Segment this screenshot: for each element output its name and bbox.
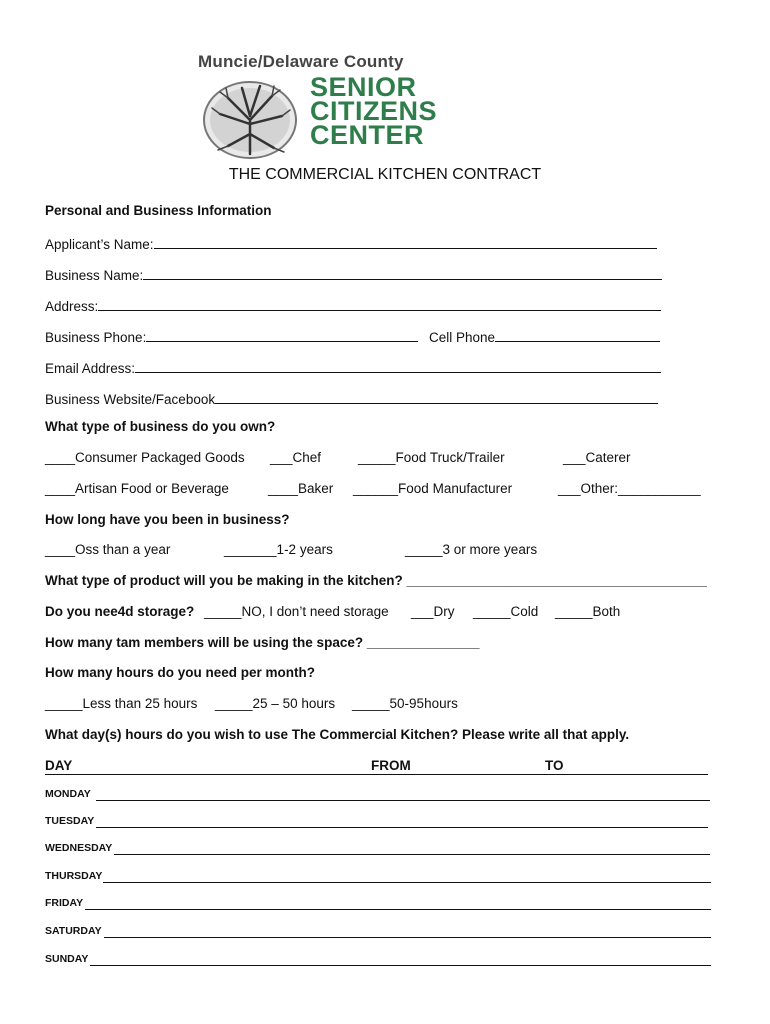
business-type-question: What type of business do you own? — [45, 419, 276, 434]
day-label: MONDAY — [45, 788, 91, 800]
option-consumer-packaged-goods[interactable]: ____Consumer Packaged Goods — [45, 450, 245, 465]
option-1-2-years[interactable]: _______1-2 years — [224, 542, 333, 557]
email-line[interactable] — [135, 358, 661, 373]
option-caterer[interactable]: ___Caterer — [563, 450, 631, 465]
logo-senior-text: SENIOR — [310, 72, 417, 102]
hours-question: How many hours do you need per month? — [45, 665, 316, 680]
day-row-thursday[interactable] — [45, 870, 711, 882]
day-row-friday[interactable] — [45, 897, 711, 909]
day-line[interactable] — [96, 815, 708, 828]
day-row-tuesday[interactable] — [45, 815, 708, 827]
option-dry[interactable]: ___Dry — [411, 604, 455, 619]
day-row-saturday[interactable] — [45, 925, 711, 937]
website-label: Business Website/Facebook — [45, 392, 216, 407]
applicant-name-field[interactable] — [45, 234, 657, 252]
email-field[interactable] — [45, 358, 661, 376]
day-line[interactable] — [96, 788, 710, 801]
address-field[interactable] — [45, 296, 661, 314]
day-label: THURSDAY — [45, 870, 103, 882]
day-row-monday[interactable] — [45, 788, 710, 800]
option-no-storage[interactable]: _____NO, I don’t need storage — [204, 604, 389, 619]
option-3-plus-years[interactable]: _____3 or more years — [405, 542, 538, 557]
column-to: TO — [545, 758, 564, 773]
day-label: FRIDAY — [45, 897, 84, 909]
schedule-header-row — [45, 758, 708, 775]
day-label: SATURDAY — [45, 925, 102, 937]
option-food-truck[interactable]: _____Food Truck/Trailer — [358, 450, 505, 465]
option-food-manufacturer[interactable]: ______Food Manufacturer — [353, 481, 513, 496]
cell-phone-label: Cell Phone — [429, 330, 496, 345]
day-row-wednesday[interactable] — [45, 842, 710, 854]
option-cold[interactable]: _____Cold — [473, 604, 539, 619]
website-field[interactable] — [45, 389, 658, 407]
applicant-name-label: Applicant’s Name: — [45, 237, 154, 252]
day-line[interactable] — [104, 925, 711, 938]
column-day: DAY — [45, 758, 73, 773]
day-line[interactable] — [90, 953, 711, 966]
logo-citizens-text: CITIZENS — [310, 96, 438, 126]
day-line[interactable] — [103, 870, 711, 883]
storage-question: Do you nee4d storage? — [45, 604, 195, 619]
senior-center-logo — [190, 50, 490, 160]
email-label: Email Address: — [45, 361, 136, 376]
business-phone-field[interactable] — [45, 327, 418, 345]
option-less-than-year[interactable]: ____Oss than a year — [45, 542, 171, 557]
logo-center-text: CENTER — [310, 120, 425, 150]
day-row-sunday[interactable] — [45, 953, 711, 965]
address-line[interactable] — [98, 296, 661, 311]
option-50-95-hours[interactable]: _____50-95hours — [352, 696, 458, 711]
duration-question: How long have you been in business? — [45, 512, 290, 527]
cell-phone-field[interactable] — [429, 327, 660, 345]
option-both[interactable]: _____Both — [555, 604, 621, 619]
website-line[interactable] — [215, 389, 658, 404]
business-name-field[interactable] — [45, 265, 662, 283]
day-label: WEDNESDAY — [45, 842, 113, 854]
tree-of-life-icon — [198, 74, 308, 164]
day-label: TUESDAY — [45, 815, 95, 827]
option-baker[interactable]: ____Baker — [268, 481, 334, 496]
day-label: SUNDAY — [45, 953, 89, 965]
section-heading-personal: Personal and Business Information — [45, 203, 272, 218]
day-line[interactable] — [114, 842, 710, 855]
day-line[interactable] — [85, 897, 711, 910]
business-name-label: Business Name: — [45, 268, 144, 283]
option-25-50-hours[interactable]: _____25 – 50 hours — [215, 696, 336, 711]
page-title: THE COMMERCIAL KITCHEN CONTRACT — [228, 166, 542, 183]
days-question: What day(s) hours do you wish to use The Commercial Kitchen? Please write all that apply. — [45, 727, 630, 742]
option-less-than-25-hours[interactable]: _____Less than 25 hours — [45, 696, 198, 711]
column-from: FROM — [371, 758, 411, 773]
business-phone-line[interactable] — [146, 327, 418, 342]
business-phone-label: Business Phone: — [45, 330, 147, 345]
option-artisan-food[interactable]: ____Artisan Food or Beverage — [45, 481, 229, 496]
business-name-line[interactable] — [143, 265, 662, 280]
address-label: Address: — [45, 299, 99, 314]
cell-phone-line[interactable] — [495, 327, 660, 342]
members-question[interactable]: How many tam members will be using the space? _______________ — [45, 635, 480, 650]
option-other[interactable]: ___Other:___________ — [558, 481, 701, 496]
applicant-name-line[interactable] — [154, 234, 657, 249]
option-chef[interactable]: ___Chef — [270, 450, 322, 465]
product-question[interactable]: What type of product will you be making in the kitchen? ________________________________________ — [45, 573, 707, 588]
logo-county-text: Muncie/Delaware County — [198, 52, 404, 71]
